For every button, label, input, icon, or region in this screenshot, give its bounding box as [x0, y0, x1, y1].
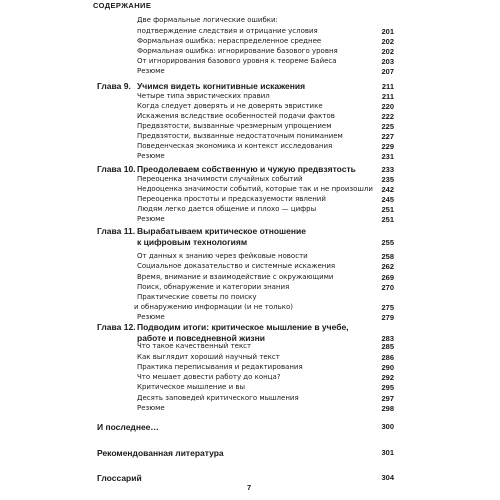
entry-title: и обнаружению информации (и не только): [134, 303, 293, 311]
entry-title: Время, внимание и взаимодействие с окружающими: [137, 273, 334, 281]
toc-entry: [0, 341, 500, 352]
entry-title: Искажения вследствие особенностей подачи фактов: [137, 112, 335, 120]
entry-page: 297: [381, 394, 394, 403]
entry-page: 211: [381, 92, 394, 101]
entry-title: Десять заповедей критического мышления: [137, 394, 299, 402]
entry-title: Формальная ошибка: игнорирование базового уровня: [137, 47, 338, 55]
entry-title: От игнорирования базового уровня к теореме Байеса: [137, 57, 337, 65]
entry-title: Людям легко дается общение и плохо — цифры: [137, 205, 317, 213]
entry-page: 207: [381, 67, 394, 76]
chapter-label: Глава 10.: [97, 164, 136, 174]
entry-page: 295: [381, 383, 394, 392]
entry-title: Резюме: [137, 152, 165, 160]
entry-title: Как выглядит хороший научный текст: [137, 353, 280, 361]
entry-page: 262: [381, 262, 394, 271]
entry-title: Что мешает довести работу до конца?: [137, 373, 281, 381]
toc-entry: [0, 214, 500, 225]
entry-title: подтверждение следствия и отрицание условия: [137, 27, 318, 35]
entry-page: 292: [381, 373, 394, 382]
back-matter-page: 304: [381, 473, 394, 482]
entry-page: 251: [381, 205, 394, 214]
chapter-page: 255: [381, 238, 394, 247]
entry-title: Формальная ошибка: нераспределенное среднее: [137, 37, 322, 45]
chapter-label: Глава 9.: [97, 81, 131, 91]
entry-page: 285: [381, 342, 394, 351]
entry-title: Предвзятости, вызванные недостаточным пониманием: [137, 132, 343, 140]
entry-page: 242: [381, 185, 394, 194]
back-matter-title: И последнее…: [97, 422, 159, 432]
entry-title: Резюме: [137, 404, 165, 412]
toc-entry: [0, 382, 500, 393]
entry-title: Резюме: [137, 215, 165, 223]
entry-title: Социальное доказательство и системные искажения: [137, 262, 336, 270]
back-matter-title: Рекомендованная литература: [97, 448, 224, 458]
entry-title: Поведенческая экономика и контекст исследования: [137, 142, 333, 150]
running-header: СОДЕРЖАНИЕ: [93, 1, 152, 10]
entry-page: 251: [381, 215, 394, 224]
entry-title: Практические советы по поиску: [137, 293, 257, 301]
entry-title: Переоценка значимости случайных событий: [137, 175, 303, 183]
entry-title: Переоценка простоты и предсказуемости явлений: [137, 195, 326, 203]
entry-title: Когда следует доверять и не доверять эвристике: [137, 102, 323, 110]
entry-title: От данных к знанию через фейковые новости: [137, 252, 308, 260]
entry-page: 231: [381, 152, 394, 161]
toc-entry: [0, 66, 500, 77]
toc-entry: [0, 151, 500, 162]
back-matter-page: 300: [381, 422, 394, 431]
chapter-title: Вырабатываем критическое отношение: [137, 226, 306, 236]
toc-entry: [0, 261, 500, 272]
entry-page: 269: [381, 273, 394, 282]
entry-title: Что такое качественный текст: [137, 342, 252, 350]
entry-title: Недооценка значимости событий, которые так и не произошли: [137, 185, 373, 193]
chapter-label: Глава 11.: [97, 226, 136, 236]
chapter-title: к цифровым технологиям: [137, 237, 248, 247]
chapter-page: 233: [381, 165, 394, 174]
chapter-title: Подводим итоги: критическое мышление в учебе,: [137, 322, 349, 332]
entry-page: 202: [381, 47, 394, 56]
chapter-page: 283: [381, 334, 394, 343]
entry-page: 279: [381, 313, 394, 322]
chapter-title: Преодолеваем собственную и чужую предвзятость: [137, 164, 356, 174]
entry-title: Критическое мышление и вы: [137, 383, 246, 391]
entry-title: Практика переписывания и редактирования: [137, 363, 303, 371]
entry-title: Две формальные логические ошибки:: [137, 16, 278, 24]
entry-title: Резюме: [137, 313, 165, 321]
entry-page: 235: [381, 175, 394, 184]
entry-page: 201: [381, 27, 394, 36]
back-matter-title: Глоссарий: [97, 473, 142, 483]
chapter-label: Глава 12.: [97, 322, 136, 332]
entry-page: 245: [381, 195, 394, 204]
toc-entry: [0, 15, 500, 26]
entry-title: Предвзятости, вызванные чрезмерным упрощением: [137, 122, 332, 130]
chapter-title: Учимся видеть когнитивные искажения: [137, 81, 306, 91]
entry-page: 202: [381, 37, 394, 46]
entry-title: Четыре типа эвристических правил: [137, 92, 270, 100]
page-number: 7: [247, 483, 252, 492]
entry-page: 227: [381, 132, 394, 141]
entry-title: Поиск, обнаружение и категории знания: [137, 283, 290, 291]
chapter-title: работе и повседневной жизни: [137, 333, 266, 343]
back-matter-page: 301: [381, 448, 394, 457]
entry-page: 270: [381, 283, 394, 292]
entry-page: 203: [381, 57, 394, 66]
entry-page: 258: [381, 252, 394, 261]
entry-page: 229: [381, 142, 394, 151]
entry-page: 298: [381, 404, 394, 413]
entry-page: 220: [381, 102, 394, 111]
entry-page: 290: [381, 363, 394, 372]
entry-title: Резюме: [137, 67, 165, 75]
entry-page: 222: [381, 112, 394, 121]
toc-entry: [0, 403, 500, 414]
entry-page: 225: [381, 122, 394, 131]
entry-page: 286: [381, 353, 394, 362]
entry-page: 275: [381, 303, 394, 312]
chapter-page: 211: [381, 82, 394, 91]
